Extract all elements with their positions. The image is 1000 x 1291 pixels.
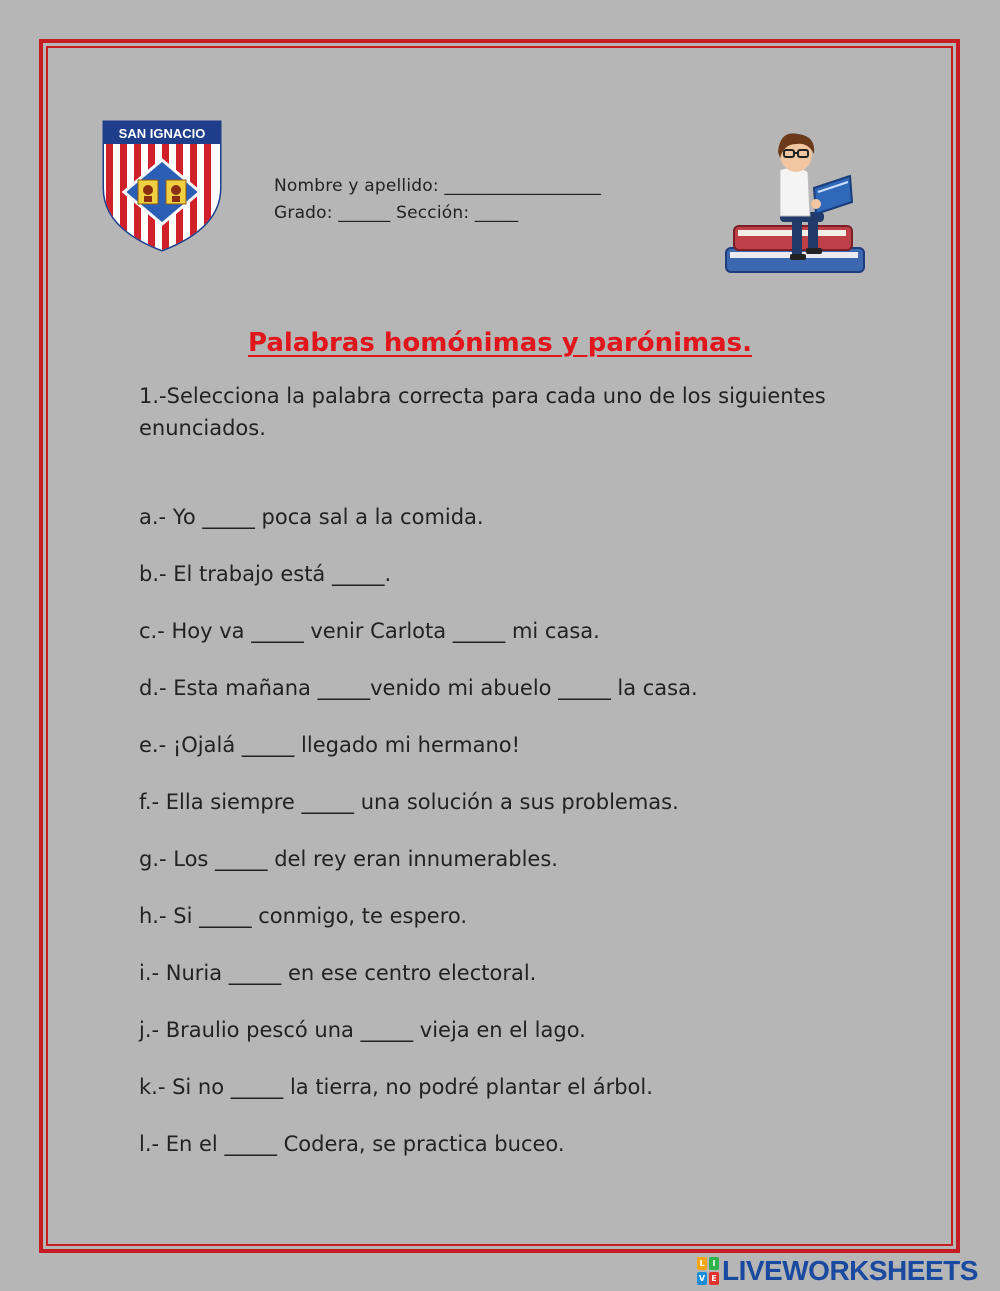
exercise-item-f: f.- Ella siempre _____ una solución a sus problemas. [139, 790, 679, 814]
crest-text: SAN IGNACIO [118, 126, 206, 141]
student-grade-line: Grado: ______ Sección: _____ [274, 203, 519, 223]
exercise-item-l: l.- En el _____ Codera, se practica buceo. [139, 1132, 565, 1156]
exercise-item-g: g.- Los _____ del rey eran innumerables. [139, 847, 558, 871]
school-crest-logo [100, 118, 224, 252]
exercise-item-e: e.- ¡Ojalá _____ llegado mi hermano! [139, 733, 521, 757]
brand-mark-l: L [697, 1257, 707, 1270]
exercise-item-i: i.- Nuria _____ en ese centro electoral. [139, 961, 537, 985]
exercise-item-a: a.- Yo _____ poca sal a la comida. [139, 505, 484, 529]
instruction-text: 1.-Selecciona la palabra correcta para cada uno de los siguientes enunciados. [139, 384, 826, 440]
liveworksheets-mark-icon [697, 1257, 719, 1285]
exercise-item-c: c.- Hoy va _____ venir Carlota _____ mi casa. [139, 619, 600, 643]
brand-mark-v: V [698, 1274, 706, 1283]
worksheet-title: Palabras homónimas y parónimas. [247, 328, 753, 358]
exercise-item-h: h.- Si _____ conmigo, te espero. [139, 904, 468, 928]
brand-wordmark: LIVEWORKSHEETS [722, 1255, 978, 1286]
exercise-item-k: k.- Si no _____ la tierra, no podré plantar el árbol. [139, 1075, 653, 1099]
brand-mark-e: E [709, 1272, 719, 1285]
brand-mark-i: I [709, 1257, 719, 1270]
exercise-item-j: j.- Braulio pescó una _____ vieja en el lago. [139, 1018, 586, 1042]
student-name-line: Nombre y apellido: __________________ [274, 176, 601, 196]
exercise-item-d: d.- Esta mañana _____venido mi abuelo _____ la casa. [139, 676, 698, 700]
exercise-item-b: b.- El trabajo está _____. [139, 562, 392, 586]
liveworksheets-brand [697, 1255, 978, 1287]
student-info-block [274, 173, 601, 227]
reading-teacher-illustration [718, 130, 870, 280]
